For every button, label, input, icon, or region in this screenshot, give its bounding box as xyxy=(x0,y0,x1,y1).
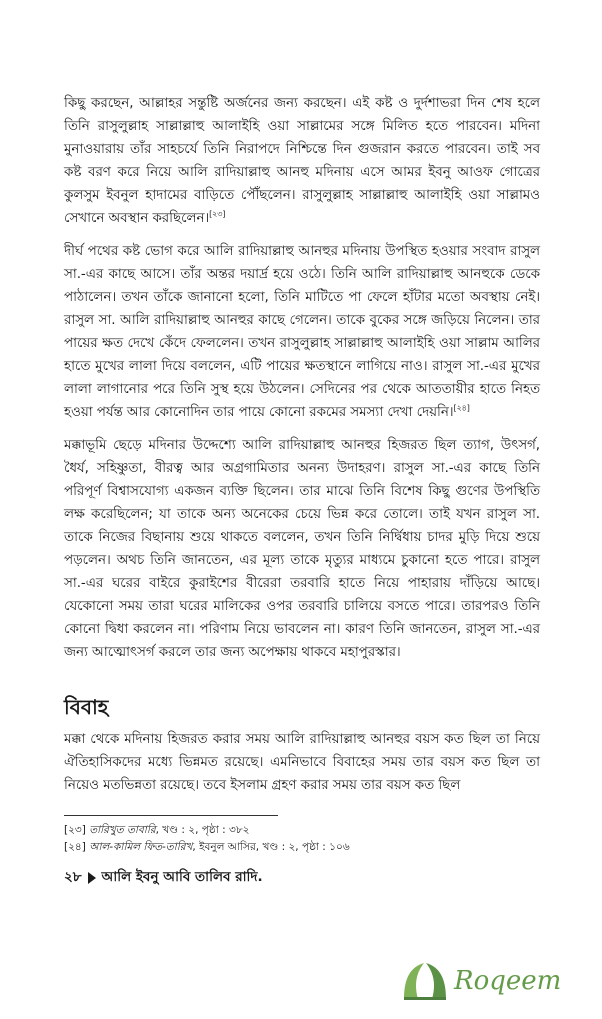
watermark-logo xyxy=(400,958,580,1004)
footnote-24 xyxy=(64,839,540,856)
footnote-source: তারিখুত তাবারি xyxy=(89,824,156,836)
page-number: ২৮ xyxy=(64,869,82,885)
footnote-divider xyxy=(64,815,278,816)
footnote-ref-24[interactable]: [২৪] xyxy=(453,403,470,413)
footnote-detail: , খণ্ড : ২, পৃষ্ঠা : ৩৮২ xyxy=(155,824,250,836)
paragraph-3 xyxy=(64,434,540,664)
triangle-icon xyxy=(88,872,96,884)
watermark-text: Roqeem xyxy=(454,966,562,996)
paragraph-3-text: মক্কাভূমি ছেড়ে মদিনার উদ্দেশ্যে আলি রাদিয়াল্লাহু আনহুর হিজরত ছিল ত্যাগ, উৎসর্গ, ধৈর্য, সহিষ্ণুতা, বীরত্ব আর অগ্রগামিতার অনন্য উদাহরণ। রাসুল সা.-এর কাছে তিনি পরিপূর্ণ বিশ্বাসযোগ্য একজন ব্যক্তি ছিলেন। তার মাঝে তিনি বিশেষ কিছু গুণের উপস্থিতি লক্ষ করেছিলেন; যা তাকে অন্য অনেকের চেয়ে ভিন্ন করে তোলে। তাই যখন রাসুল সা. তাকে নিজের বিছানায় শুয়ে থাকতে বললেন, তখন তিনি নির্দ্বিধায় চাদর মুড়ি দিয়ে শুয়ে পড়লেন। অথচ তিনি জানতেন, এর মূল্য তাকে মৃত্যুর মাধ্যমে চুকানো হতে পারে। রাসুল সা.-এর ঘরের বাইরে কুরাইশের বীরেরা তরবারি হাতে নিয়ে পাহারায় দাঁড়িয়ে আছে। যেকোনো সময় তারা ঘরের মালিকের ওপর তরবারি চালিয়ে বসতে পারে। তারপরও তিনি কোনো দ্বিধা করলেন না। পরিণাম নিয়ে ভাবলেন না। কারণ তিনি জানতেন, রাসুল সা.-এর জন্য আত্মোৎসর্গ করলে তার জন্য অপেক্ষায় থাকবে মহাপুরস্কার। xyxy=(64,437,540,660)
paragraph-1-text: কিছু করছেন, আল্লাহর সন্তুষ্টি অর্জনের জন্য করছেন। এই কষ্ট ও দুর্দশাভরা দিন শেষ হলে তিনি রাসুলুল্লাহ সাল্লাল্লাহু আলাইহি ওয়া সাল্লামের সঙ্গে মিলিত হতে পারবেন। মদিনা মুনাওয়ারায় তাঁর সাহচর্যে তিনি নিরাপদে নিশ্চিন্তে দিন গুজরান করতে পারবেন। তাই সব কষ্ট বরণ করে নিয়ে আলি রাদিয়াল্লাহু আনহু মদিনায় এসে আমর ইবনু আওফ গোত্রের কুলসুম ইবনুল হাদামের বাড়িতে পৌঁছলেন। রাসুলুল্লাহ সাল্লাল্লাহু আলাইহি ওয়া সাল্লামও সেখানে অবস্থান করছিলেন। xyxy=(64,95,540,226)
paragraph-1 xyxy=(64,92,540,230)
page-body xyxy=(64,92,540,889)
footnote-number: [২৩] xyxy=(64,824,86,836)
leaf-icon xyxy=(400,959,450,1003)
footnote-number: [২৪] xyxy=(64,841,86,853)
paragraph-2-text: দীর্ঘ পথের কষ্ট ভোগ করে আলি রাদিয়াল্লাহু আনহুর মদিনায় উপস্থিত হওয়ার সংবাদ রাসুল সা.-এর কাছে আসে। তাঁর অন্তর দয়ার্দ্র হয়ে ওঠে। তিনি আলি রাদিয়াল্লাহু আনহুকে ডেকে পাঠালেন। তখন তাঁকে জানানো হলো, তিনি মাটিতে পা ফেলে হাঁটার মতো অবস্থায় নেই। রাসুল সা. আলি রাদিয়াল্লাহু আনহুর কাছে গেলেন। তাকে বুকের সঙ্গে জড়িয়ে নিলেন। তার পায়ের ক্ষত দেখে কেঁদে ফেললেন। তখন রাসুলুল্লাহ সাল্লাল্লাহু আলাইহি ওয়া সাল্লাম আলির হাতে মুখের লালা দিয়ে বললেন, এটি পায়ের ক্ষতস্থানে লাগিয়ে নাও। রাসুল সা.-এর মুখের লালা লাগানোর পরে তিনি সুস্থ হয়ে উঠলেন। সেদিনের পর থেকে আততায়ীর হাতে নিহত হওয়া পর্যন্ত আর কোনোদিন তার পায়ে কোনো রকমের সমস্যা দেখা দেয়নি। xyxy=(64,243,540,420)
footnote-detail: , ইবনুল আসির, খণ্ড : ২, পৃষ্ঠা : ১০৬ xyxy=(192,841,350,853)
footnote-23 xyxy=(64,822,540,839)
paragraph-2 xyxy=(64,240,540,424)
footnote-source: আল-কামিল ফিত-তারিখ xyxy=(89,841,193,853)
section-paragraph: মক্কা থেকে মদিনায় হিজরত করার সময় আলি রাদিয়াল্লাহু আনহুর বয়স কত ছিল তা নিয়ে ঐতিহাসিকদের মধ্যে ভিন্নমত রয়েছে। এমনিভাবে বিবাহের সময় তার বয়স কত ছিল তা নিয়েও মতভিন্নতা রয়েছে। তবে ইসলাম গ্রহণ করার সময় তার বয়স কত ছিল xyxy=(64,731,540,793)
running-title: আলি ইবনু আবি তালিব রাদি. xyxy=(101,869,263,885)
footnote-ref-23[interactable]: [২৩] xyxy=(209,209,226,219)
section-heading: বিবাহ xyxy=(64,695,109,719)
running-footer xyxy=(64,866,540,889)
